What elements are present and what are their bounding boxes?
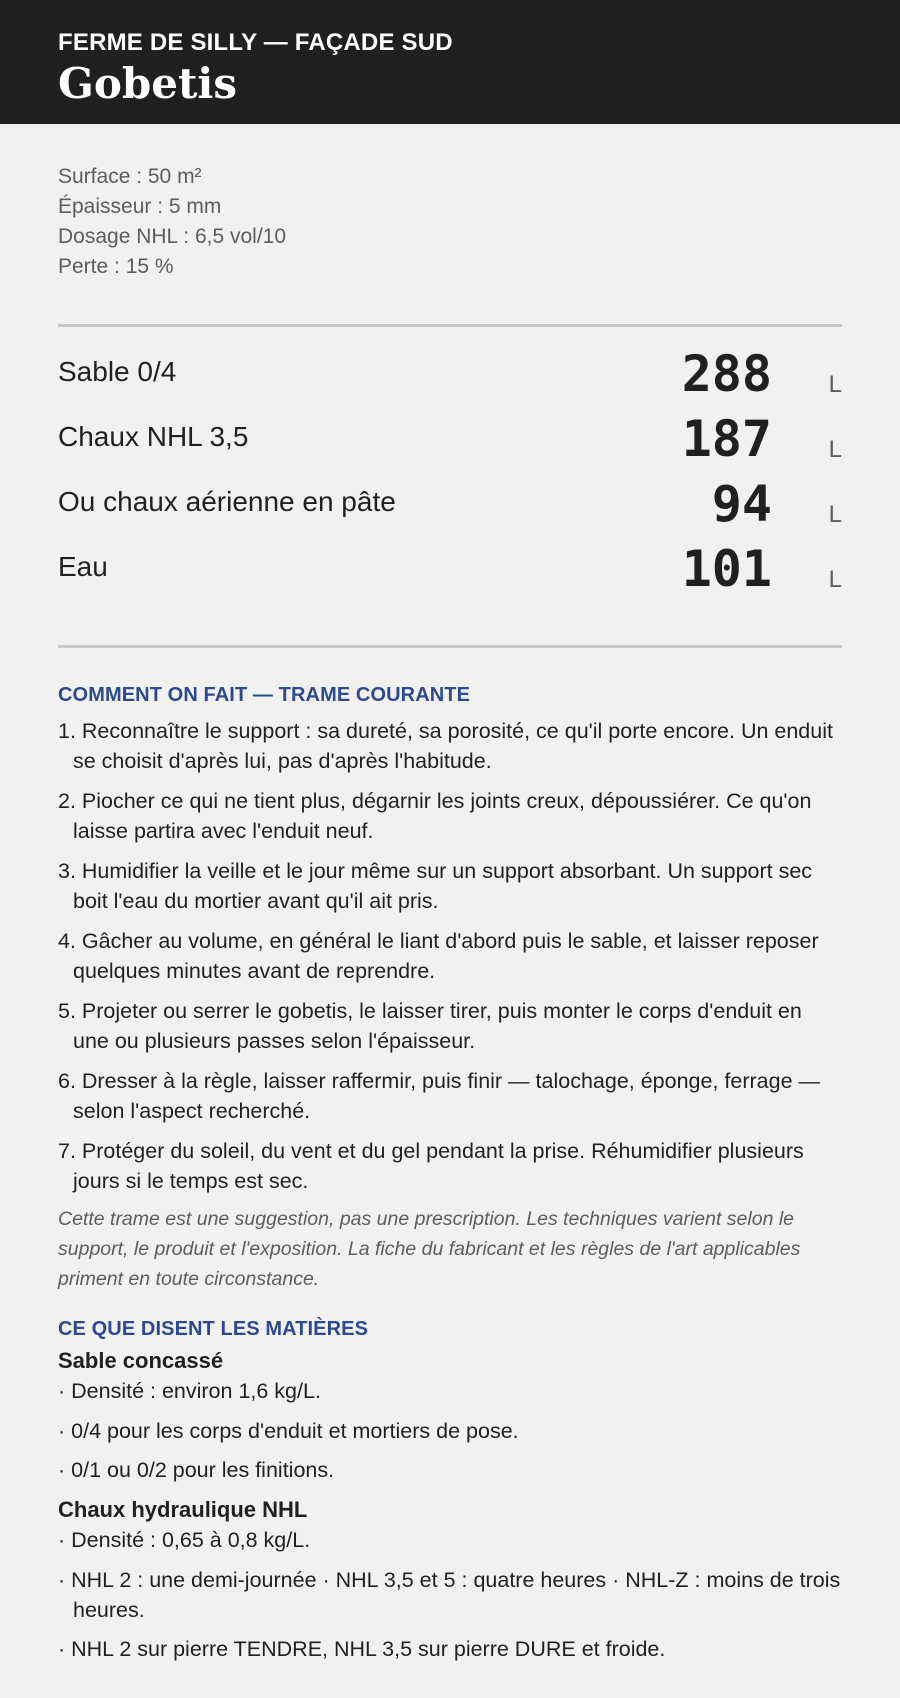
param-loss: Perte : 15 %	[58, 255, 174, 278]
method-step: 5. Projeter ou serrer le gobetis, le laisser tirer, puis monter le corps d'enduit en une ou plusieurs passes selon l'épaisseur.	[58, 999, 802, 1053]
result-unit: L	[828, 371, 842, 398]
param-dosage: Dosage NHL : 6,5 vol/10	[58, 225, 287, 248]
result-label: Eau	[58, 551, 108, 582]
page-title: Gobetis	[58, 59, 237, 108]
main-content	[0, 124, 900, 1664]
result-row-lime-putty	[58, 469, 842, 534]
results-list	[58, 327, 842, 645]
material-fact: · Densité : 0,65 à 0,8 kg/L.	[58, 1528, 311, 1552]
material-name-sand: Sable concassé	[58, 1348, 224, 1373]
method-steps	[58, 716, 842, 1196]
result-value: 101	[681, 540, 772, 598]
param-thickness: Épaisseur : 5 mm	[58, 195, 222, 218]
method-step: 4. Gâcher au volume, en général le liant d'abord puis le sable, et laisser reposer quelques minutes avant de reprendre.	[58, 929, 819, 983]
parameters-list	[58, 162, 842, 282]
result-label: Ou chaux aérienne en pâte	[58, 486, 396, 517]
materials-section-title: CE QUE DISENT LES MATIÈRES	[58, 1318, 369, 1340]
result-value: 187	[681, 410, 772, 468]
material-facts-sand	[58, 1376, 842, 1485]
material-fact: · 0/4 pour les corps d'enduit et mortiers de pose.	[58, 1418, 519, 1443]
result-value: 94	[711, 475, 772, 533]
result-label: Sable 0/4	[58, 356, 177, 387]
result-unit: L	[828, 436, 842, 463]
material-facts-nhl	[58, 1525, 842, 1664]
method-step: 6. Dresser à la règle, laisser raffermir, puis finir — talochage, éponge, ferrage — selon l'aspect recherché.	[58, 1069, 821, 1123]
material-fact: · Densité : environ 1,6 kg/L.	[58, 1379, 321, 1403]
method-step: 1. Reconnaître le support : sa dureté, sa porosité, ce qu'il porte encore. Un enduit se choisit d'après lui, pas d'après l'habitude.	[58, 719, 833, 773]
page-header	[0, 0, 900, 124]
material-name-nhl: Chaux hydraulique NHL	[58, 1497, 308, 1522]
result-unit: L	[828, 566, 842, 593]
result-row-sand	[58, 339, 842, 404]
param-surface: Surface : 50 m²	[58, 165, 202, 188]
result-row-nhl	[58, 404, 842, 469]
result-value: 288	[681, 345, 772, 403]
material-fact: · 0/1 ou 0/2 pour les finitions.	[58, 1458, 335, 1482]
disclaimer-note: Cette trame est une suggestion, pas une prescription. Les techniques varient selon le support, le produit et l'exposition. La fiche du fabricant et les règles de l'art applicables priment en toute circonstance.	[58, 1208, 801, 1290]
method-step: 3. Humidifier la veille et le jour même sur un support absorbant. Un support sec boit l'eau du mortier avant qu'il ait pris.	[58, 859, 813, 913]
result-unit: L	[828, 501, 842, 528]
divider	[58, 645, 842, 648]
result-label: Chaux NHL 3,5	[58, 421, 249, 452]
project-subtitle: FERME DE SILLY — FAÇADE SUD	[58, 29, 453, 56]
method-section-title: COMMENT ON FAIT — TRAME COURANTE	[58, 684, 471, 706]
material-fact: · NHL 2 sur pierre TENDRE, NHL 3,5 sur pierre DURE et froide.	[58, 1637, 666, 1661]
method-step: 7. Protéger du soleil, du vent et du gel pendant la prise. Réhumidifier plusieurs jours si le temps est sec.	[58, 1139, 804, 1193]
method-step: 2. Piocher ce qui ne tient plus, dégarnir les joints creux, dépoussiérer. Ce qu'on laisse partira avec l'enduit neuf.	[58, 789, 812, 843]
result-row-water	[58, 534, 842, 599]
material-fact: · NHL 2 : une demi-journée · NHL 3,5 et 5 : quatre heures · NHL-Z : moins de trois heures.	[58, 1567, 841, 1622]
